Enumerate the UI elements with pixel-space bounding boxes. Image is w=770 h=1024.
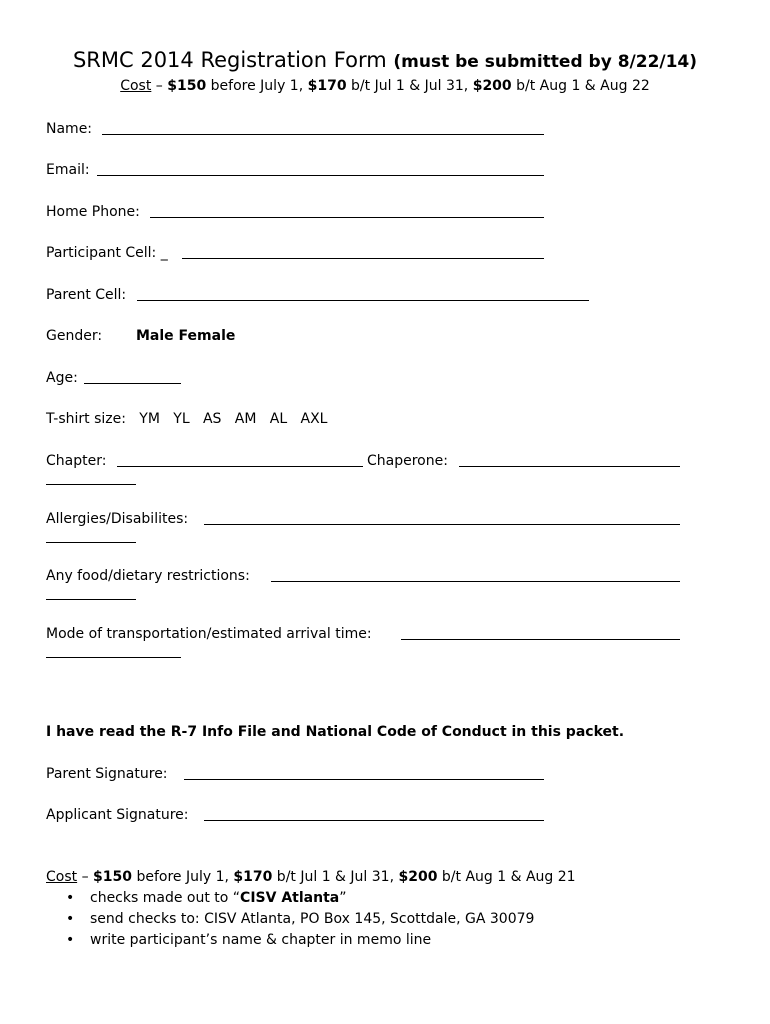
transportation-label: Mode of transportation/estimated arrival time: [46,626,372,642]
transportation-field[interactable] [401,639,680,640]
parent-cell-label: Parent Cell: [46,287,127,303]
home-phone-field[interactable] [150,217,544,218]
footer-price-early: $150 [93,869,132,885]
payee-name: CISV Atlanta [240,890,340,906]
name-field[interactable] [102,134,544,135]
parent-signature-label: Parent Signature: [46,766,168,782]
food-restrictions-field-continued[interactable] [46,599,136,600]
chapter-field[interactable] [117,466,363,467]
agreement-statement: I have read the R-7 Info File and National Code of Conduct in this packet. [46,724,625,740]
name-label: Name: [46,121,93,137]
cost-footer: Cost – $150 before July 1, $170 b/t Jul 1 & Jul 31, $200 b/t Aug 1 & Aug 21 [46,869,576,885]
age-label: Age: [46,370,78,386]
chapter-label: Chapter: [46,453,107,469]
cost-header: Cost – $150 before July 1, $170 b/t Jul 1 & Jul 31, $200 b/t Aug 1 & Aug 22 [120,78,650,94]
applicant-signature-field[interactable] [204,820,544,821]
email-label: Email: [46,162,90,178]
form-title-text: SRMC 2014 Registration Form [72,48,387,72]
age-field[interactable] [84,383,181,384]
email-field[interactable] [97,175,544,176]
submission-deadline: (must be submitted by 8/22/14) [393,52,698,72]
list-item: • send checks to: CISV Atlanta, PO Box 145, Scottdale, GA 30079 [46,909,534,930]
list-item: • write participant’s name & chapter in memo line [46,930,534,951]
food-restrictions-label: Any food/dietary restrictions: [46,568,250,584]
chaperone-field[interactable] [459,466,680,467]
tshirt-size-options[interactable]: T-shirt size: YM YL AS AM AL AXL [46,411,328,427]
footer-price-late: $200 [398,869,438,885]
footer-price-mid: $170 [233,869,273,885]
list-item: • checks made out to “CISV Atlanta” [46,888,534,909]
parent-signature-field[interactable] [184,779,544,780]
transportation-field-continued[interactable] [46,657,181,658]
parent-cell-field[interactable] [137,300,589,301]
gender-label: Gender: [46,328,103,344]
participant-cell-field[interactable] [182,258,544,259]
chaperone-label: Chaperone: [367,453,448,469]
applicant-signature-label: Applicant Signature: [46,807,189,823]
cost-label: Cost [120,78,152,94]
chaperone-field-continued[interactable] [46,484,136,485]
allergies-label: Allergies/Disabilites: [46,511,189,527]
home-phone-label: Home Phone: [46,204,140,220]
participant-cell-label: Participant Cell: _ [46,245,168,261]
payment-instructions [46,888,534,951]
price-late: $200 [472,78,512,94]
form-title [0,48,770,72]
footer-cost-label: Cost [46,869,78,885]
price-mid: $170 [307,78,347,94]
allergies-field[interactable] [204,524,680,525]
food-restrictions-field[interactable] [271,581,680,582]
allergies-field-continued[interactable] [46,542,136,543]
gender-options[interactable]: Male Female [136,328,236,344]
price-early: $150 [167,78,207,94]
